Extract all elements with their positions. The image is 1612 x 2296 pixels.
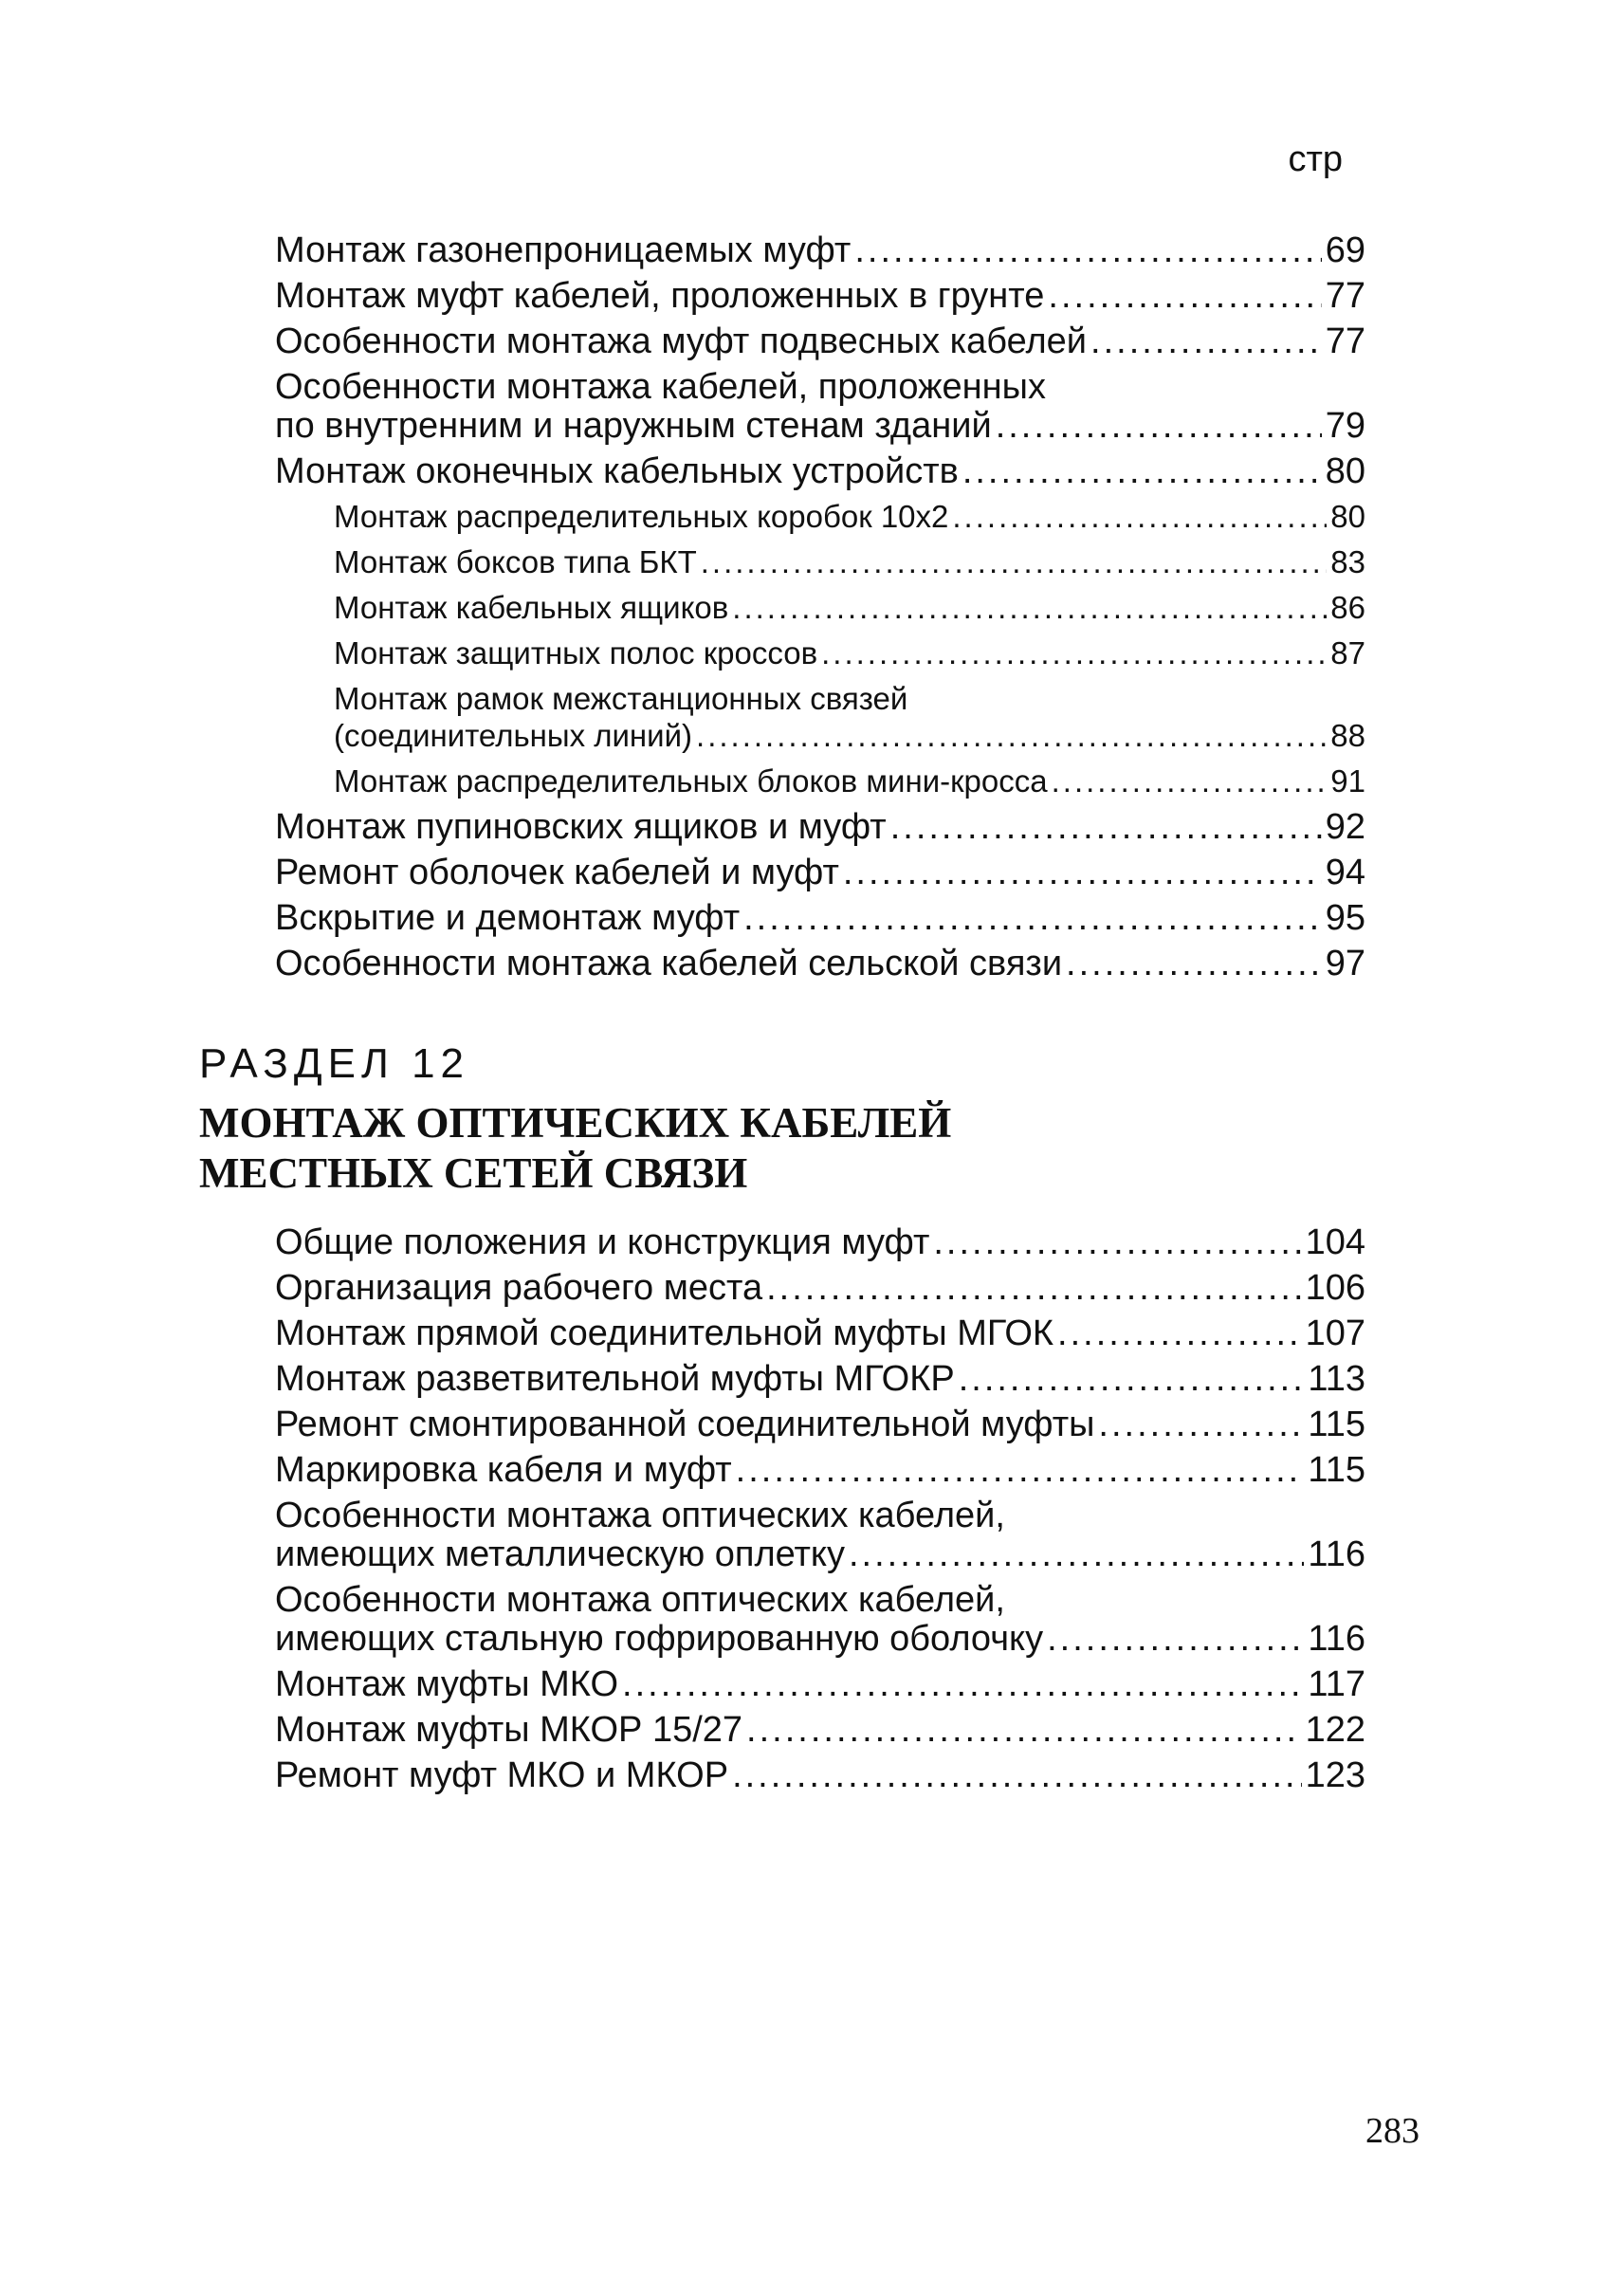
toc-entry-title-line1: Особенности монтажа оптических кабелей, <box>275 1580 1005 1620</box>
section-title-line2: МЕСТНЫХ СЕТЕЙ СВЯЗИ <box>199 1149 748 1197</box>
page-number: 283 <box>1365 2111 1420 2151</box>
toc-entry-title: Монтаж муфты МКОР 15/27 <box>275 1710 743 1750</box>
toc-entry <box>275 1360 1365 1399</box>
toc-entry-title: Монтаж разветвительной муфты МГОКР <box>275 1359 955 1399</box>
toc-dot-leader <box>843 854 1322 892</box>
toc-entry <box>275 1314 1365 1353</box>
toc-dot-leader <box>1098 1405 1304 1444</box>
toc-dot-leader <box>952 498 1327 535</box>
toc-dot-leader <box>854 231 1321 270</box>
toc-entry-title: Монтаж распределительных блоков мини-кросса <box>334 763 1048 799</box>
toc-entry-title: Монтаж распределительных коробок 10x2 <box>334 499 949 534</box>
toc-entry-title-line1: Особенности монтажа оптических кабелей, <box>275 1496 1005 1535</box>
toc-dot-leader <box>962 452 1322 491</box>
toc-entry-title: Монтаж оконечных кабельных устройств <box>275 451 959 491</box>
toc-entry-title: Вскрытие и демонтаж муфт <box>275 898 741 938</box>
toc-dot-leader <box>1066 945 1322 983</box>
toc-dot-leader <box>743 899 1322 938</box>
toc-entry-page: 122 <box>1305 1710 1365 1750</box>
toc-dot-leader <box>890 808 1322 847</box>
toc-entry <box>275 1269 1365 1308</box>
toc-list-part1 <box>275 231 1365 990</box>
toc-entry-title: Ремонт оболочек кабелей и муфт <box>275 853 839 892</box>
toc-entry-title: Монтаж муфт кабелей, проложенных в грунте <box>275 276 1045 316</box>
toc-entry <box>275 322 1365 361</box>
toc-entry-title: Монтаж боксов типа БКТ <box>334 544 697 579</box>
toc-entry-title: Монтаж газонепроницаемых муфт <box>275 230 852 270</box>
toc-entry-page: 104 <box>1305 1222 1365 1262</box>
toc-dot-leader <box>1052 762 1328 799</box>
toc-entry-title: Особенности монтажа кабелей сельской связи <box>275 944 1063 983</box>
toc-entry <box>275 231 1365 270</box>
toc-entry-title: Маркировка кабеля и муфт <box>275 1450 732 1490</box>
toc-dot-leader <box>732 1756 1302 1795</box>
toc-entry-page: 88 <box>1330 718 1365 753</box>
toc-entry-page: 107 <box>1305 1313 1365 1353</box>
toc-entry-page: 77 <box>1325 276 1365 316</box>
toc-dot-leader <box>1090 322 1322 361</box>
toc-entry <box>275 452 1365 491</box>
toc-dot-leader <box>996 407 1322 446</box>
toc-entry <box>275 543 1365 580</box>
toc-dot-leader <box>1048 277 1321 316</box>
toc-entry-page: 115 <box>1308 1450 1365 1490</box>
toc-dot-leader <box>732 589 1327 626</box>
toc-entry-page: 94 <box>1325 853 1365 892</box>
toc-entry-page: 92 <box>1325 807 1365 847</box>
toc-entry-page: 86 <box>1330 590 1365 625</box>
toc-entry <box>275 589 1365 626</box>
toc-entry-page: 77 <box>1325 321 1365 361</box>
toc-entry <box>275 899 1365 938</box>
toc-entry-title: Монтаж кабельных ящиков <box>334 590 729 625</box>
toc-entry <box>275 1581 1365 1659</box>
toc-entry-page: 116 <box>1308 1619 1365 1659</box>
toc-dot-leader <box>746 1711 1302 1750</box>
toc-entry-title: имеющих стальную гофрированную оболочку <box>275 1619 1044 1659</box>
toc-entry-page: 95 <box>1325 898 1365 938</box>
toc-entry <box>275 498 1365 535</box>
toc-entry <box>275 1711 1365 1750</box>
toc-entry <box>275 1405 1365 1444</box>
toc-dot-leader <box>933 1223 1301 1262</box>
toc-entry-title-line1: Особенности монтажа кабелей, проложенных <box>275 367 1046 407</box>
toc-entry <box>275 762 1365 799</box>
toc-entry-title: Монтаж прямой соединительной муфты МГОК <box>275 1313 1054 1353</box>
toc-entry <box>275 1497 1365 1574</box>
toc-entry-title: Ремонт муфт МКО и МКОР <box>275 1755 729 1795</box>
page-column-label: стр <box>1288 139 1343 179</box>
toc-dot-leader <box>1057 1314 1302 1353</box>
toc-entry-page: 117 <box>1308 1664 1365 1704</box>
toc-entry-page: 106 <box>1305 1268 1365 1308</box>
toc-entry <box>275 634 1365 671</box>
toc-entry-page: 113 <box>1308 1359 1365 1399</box>
toc-entry-title: Ремонт смонтированной соединительной муфты <box>275 1405 1095 1444</box>
toc-entry-page: 116 <box>1308 1534 1365 1574</box>
toc-entry-title: Монтаж пупиновских ящиков и муфт <box>275 807 887 847</box>
toc-dot-leader <box>696 717 1327 754</box>
toc-dot-leader <box>701 543 1328 580</box>
toc-entry <box>275 368 1365 446</box>
toc-entry-title: Организация рабочего места <box>275 1268 763 1308</box>
toc-dot-leader <box>622 1665 1304 1704</box>
toc-entry-page: 69 <box>1325 230 1365 270</box>
toc-entry-page: 80 <box>1330 499 1365 534</box>
toc-entry <box>275 680 1365 754</box>
toc-entry <box>275 1451 1365 1490</box>
toc-entry-page: 97 <box>1325 944 1365 983</box>
toc-entry <box>275 1223 1365 1262</box>
toc-dot-leader <box>736 1451 1305 1490</box>
toc-dot-leader <box>1047 1620 1304 1659</box>
section-label: РАЗДЕЛ 12 <box>199 1040 470 1087</box>
toc-entry-title: (соединительных линий) <box>334 718 693 753</box>
toc-entry-title: по внутренним и наружным стенам зданий <box>275 406 992 446</box>
toc-entry-title-line1: Монтаж рамок межстанционных связей <box>334 681 908 716</box>
toc-entry-title: Особенности монтажа муфт подвесных кабелей <box>275 321 1088 361</box>
toc-entry-title: Монтаж защитных полос кроссов <box>334 635 818 670</box>
toc-entry-title: Монтаж муфты МКО <box>275 1664 619 1704</box>
toc-entry-page: 87 <box>1330 635 1365 670</box>
toc-entry-page: 115 <box>1308 1405 1365 1444</box>
toc-entry <box>275 808 1365 847</box>
toc-dot-leader <box>821 634 1327 671</box>
toc-entry-page: 80 <box>1325 451 1365 491</box>
toc-entry <box>275 854 1365 892</box>
toc-entry <box>275 1665 1365 1704</box>
toc-entry <box>275 945 1365 983</box>
toc-entry-page: 123 <box>1305 1755 1365 1795</box>
section-title-line1: МОНТАЖ ОПТИЧЕСКИХ КАБЕЛЕЙ <box>199 1099 952 1147</box>
section-title <box>199 1098 1242 1199</box>
toc-entry-page: 91 <box>1330 763 1365 799</box>
toc-entry-title: Общие положения и конструкция муфт <box>275 1222 930 1262</box>
toc-dot-leader <box>959 1360 1305 1399</box>
toc-dot-leader <box>766 1269 1301 1308</box>
toc-dot-leader <box>849 1535 1304 1574</box>
toc-entry-page: 79 <box>1325 406 1365 446</box>
toc-list-part2 <box>275 1223 1365 1802</box>
toc-entry-title: имеющих металлическую оплетку <box>275 1534 845 1574</box>
toc-entry <box>275 277 1365 316</box>
toc-entry <box>275 1756 1365 1795</box>
toc-entry-page: 83 <box>1330 544 1365 579</box>
